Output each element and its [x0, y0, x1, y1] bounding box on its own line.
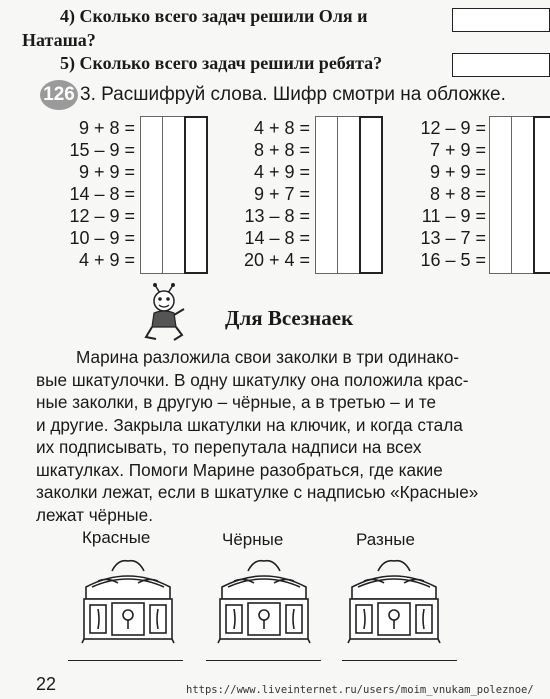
question-5: 5) Сколько всего задач решили ребята? [60, 53, 383, 73]
question-4-line1: 4) Сколько всего задач решили Оля и [60, 6, 368, 26]
story-line: их подписывать, то перепутала надписи на всех [36, 437, 422, 457]
story-line: лежат чёрные. [36, 504, 153, 525]
story-text [36, 346, 548, 526]
expression: 9 + 9 = [429, 161, 486, 182]
story-line: вые шкатулочки. В одну шкатулку она положила крас- [36, 369, 469, 390]
page-number: 22 [36, 674, 57, 694]
answer-grid-2[interactable] [315, 116, 383, 274]
expression: 16 – 5 = [420, 249, 486, 270]
grid-letter-column[interactable] [359, 116, 383, 274]
expression: 4 + 9 = [253, 161, 310, 182]
expression: 11 – 9 = [421, 205, 486, 226]
task-number-badge: 126 [40, 80, 78, 110]
expression: 7 + 9 = [429, 139, 486, 160]
expression: 12 – 9 = [69, 205, 135, 226]
answer-line[interactable] [206, 660, 321, 661]
story-line: заколки лежат, если в шкатулке с надписью «Красные» [36, 482, 479, 502]
expression: 4 + 9 = [78, 249, 135, 270]
story-line: Марина разложила свои заколки в три одинако- [76, 347, 460, 367]
treasure-chest-icon[interactable] [344, 557, 444, 645]
expression: 13 – 8 = [244, 205, 310, 226]
expression: 8 + 8 = [253, 139, 310, 160]
expression: 9 + 8 = [78, 117, 135, 138]
grid-column[interactable] [162, 116, 185, 274]
grid-column[interactable] [315, 116, 338, 274]
answer-box-q4[interactable] [452, 8, 550, 32]
story-line: шкатулках. Помоги Марине разобраться, где какие [36, 459, 443, 480]
expression: 12 – 9 = [420, 117, 486, 138]
expression: 20 + 4 = [243, 249, 310, 270]
expression-column-2 [205, 117, 310, 271]
cartoon-character-icon [140, 283, 190, 343]
chest-label-mixed: Разные [356, 530, 415, 549]
treasure-chest-icon[interactable] [214, 557, 314, 645]
expression: 15 – 9 = [69, 139, 135, 160]
answer-line[interactable] [342, 660, 457, 661]
expression: 9 + 7 = [253, 183, 310, 204]
expression: 9 + 9 = [78, 161, 135, 182]
story-line: и другие. Закрыла шкатулки на ключик, и когда стала [36, 414, 463, 435]
grid-column[interactable] [511, 116, 534, 274]
question-4-line2: Наташа? [22, 30, 96, 50]
expression: 14 – 8 = [244, 227, 310, 248]
expression: 13 – 7 = [420, 227, 486, 248]
expression: 14 – 8 = [69, 183, 135, 204]
treasure-chest-icon[interactable] [78, 557, 178, 645]
section-title: Для Всезнаек [225, 306, 354, 330]
answer-box-q5[interactable] [452, 53, 550, 77]
chest-label-black: Чёрные [222, 530, 284, 549]
expression-column-3 [382, 117, 486, 271]
answer-line[interactable] [68, 660, 183, 661]
answer-grid-3[interactable] [489, 116, 550, 274]
expression: 10 – 9 = [69, 227, 135, 248]
expression-column-1 [40, 117, 135, 271]
story-line: ные заколки, в другую – чёрные, а в третью – и те [36, 392, 437, 412]
chest-label-red: Красные [82, 528, 151, 547]
source-url: https://www.liveinternet.ru/users/moim_vnukam_poleznoe/ [186, 684, 534, 696]
grid-letter-column[interactable] [533, 116, 550, 274]
expression: 8 + 8 = [429, 183, 486, 204]
grid-column[interactable] [489, 116, 512, 274]
expression: 4 + 8 = [253, 117, 310, 138]
grid-column[interactable] [140, 116, 163, 274]
task-instruction: 3. Расшифруй слова. Шифр смотри на обложке. [80, 84, 506, 105]
answer-grid-1[interactable] [140, 116, 208, 274]
grid-column[interactable] [337, 116, 360, 274]
